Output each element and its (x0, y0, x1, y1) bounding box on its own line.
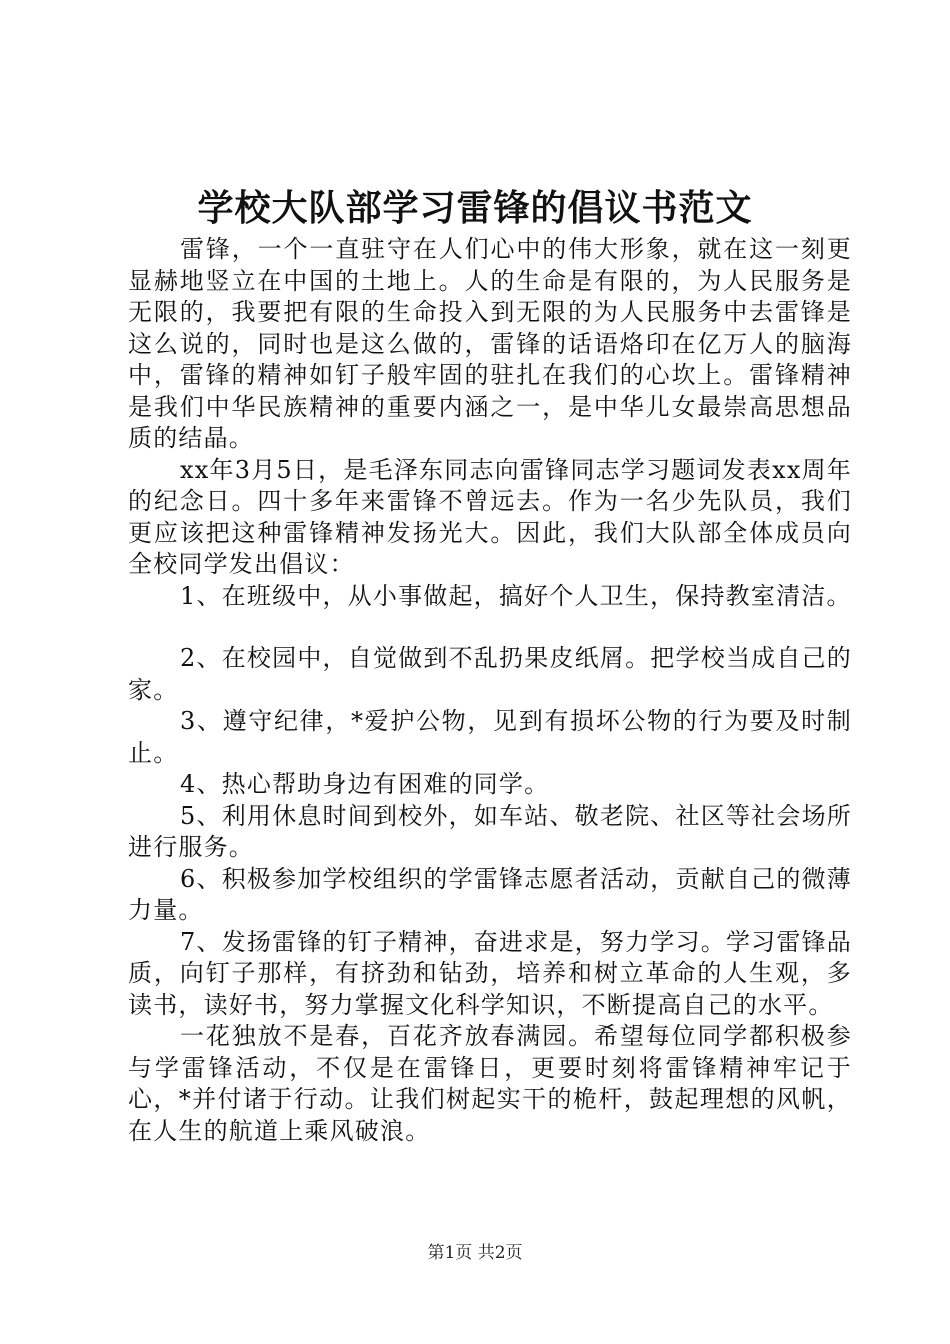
proposal-item-4: 4、热心帮助身边有困难的同学。 (180, 770, 550, 798)
proposal-item-2: 2、在校园中，自觉做到不乱扔果皮纸屑。把学校当成自己的家。 (128, 644, 852, 704)
proposal-item-1: 1、在班级中，从小事做起，搞好个人卫生，保持教室清洁。 (180, 581, 852, 610)
proposal-item-5: 5、利用休息时间到校外，如车站、敬老院、社区等社会场所进行服务。 (128, 801, 852, 861)
page-number-footer: 第1页 共2页 (427, 1243, 523, 1263)
document-title: 学校大队部学习雷锋的倡议书范文 (197, 187, 753, 229)
proposal-item-3: 3、遵守纪律，*爱护公物，见到有损坏公物的行为要及时制止。 (128, 707, 852, 767)
paragraph-closing: 一花独放不是春，百花齐放春满园。希望每位同学都积极参与学雷锋活动，不仅是在雷锋日，更要时刻将雷锋精神牢记于心，*并付诸于行动。让我们树起实干的桅杆，鼓起理想的风帆，在人生的航道上乘风破浪。 (128, 1022, 852, 1145)
paragraph-intro: 雷锋，一个一直驻守在人们心中的伟大形象，就在这一刻更显赫地竖立在中国的土地上。人的生命是有限的，为人民服务是无限的，我要把有限的生命投入到无限的为人民服务中去雷锋是这么说的，同时也是这么做的，雷锋的话语烙印在亿万人的脑海中，雷锋的精神如钉子般牢固的驻扎在我们的心坎上。雷锋精神是我们中华民族精神的重要内涵之一，是中华儿女最崇高思想品质的结晶。 (128, 235, 852, 452)
proposal-item-6: 6、积极参加学校组织的学雷锋志愿者活动，贡献自己的微薄力量。 (128, 864, 852, 924)
paragraph-background: xx年3月5日，是毛泽东同志向雷锋同志学习题词发表xx周年的纪念日。四十多年来雷锋不曾远去。作为一名少先队员，我们更应该把这种雷锋精神发扬光大。因此，我们大队部全体成员向全校同学发出倡议： (128, 455, 852, 578)
proposal-item-7: 7、发扬雷锋的钉子精神，奋进求是，努力学习。学习雷锋品质，向钉子那样，有挤劲和钻劲，培养和树立革命的人生观，多读书，读好书，努力掌握文化科学知识，不断提高自己的水平。 (128, 927, 852, 1019)
document-body (128, 234, 852, 1147)
